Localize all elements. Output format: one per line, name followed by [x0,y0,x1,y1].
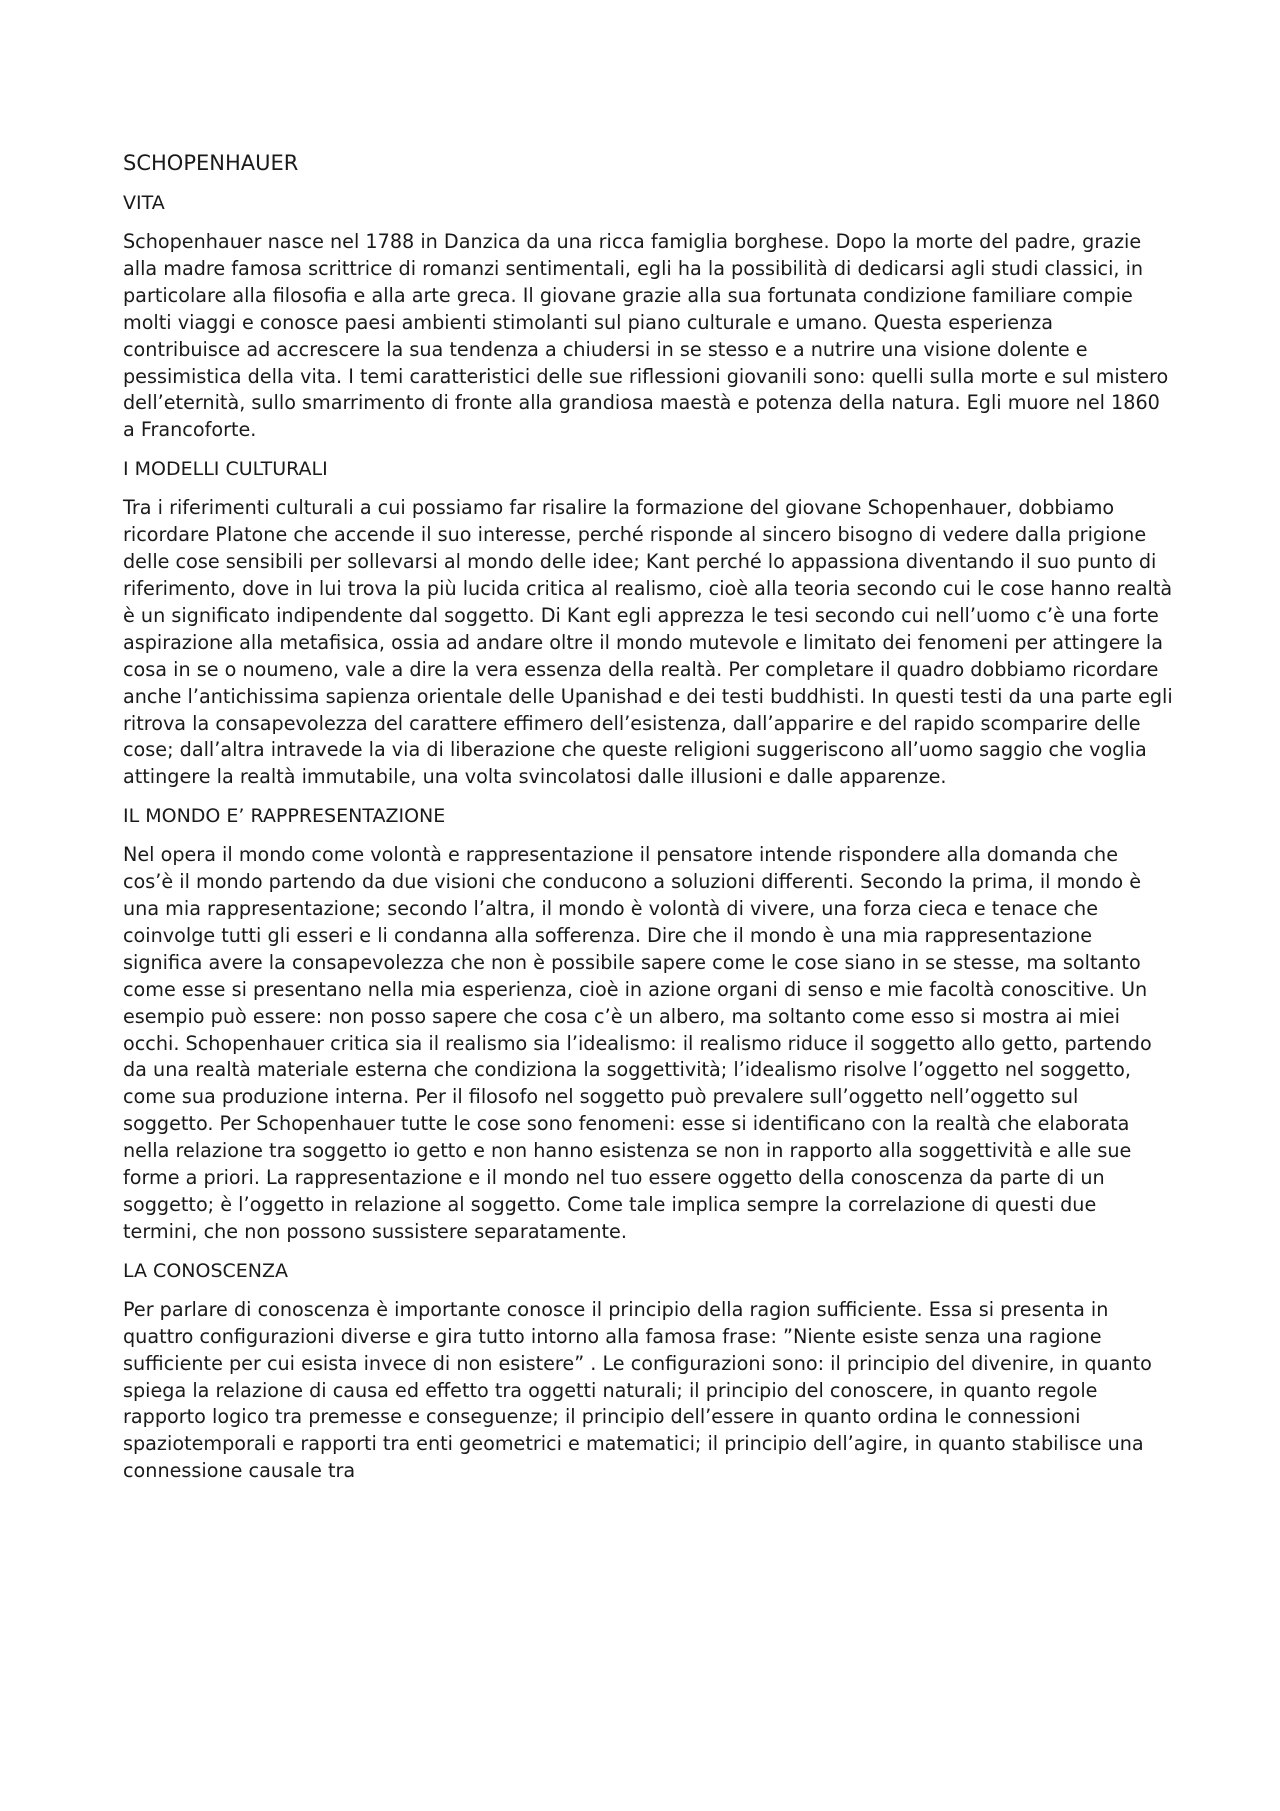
section-text-mondo-rappresentazione: Nel opera il mondo come volontà e rappresentazione il pensatore intende rispondere alla domanda che cos’è il mondo partendo da due visioni che conducono a soluzioni differenti. Secondo la prima, il mondo è una mia rappresentazione; secondo l’altra, il mondo è volontà di vivere, una forza cieca e tenace che coinvolge tutti gli esseri e li condanna alla sofferenza. Dire che il mondo è una mia rappresentazione significa avere la consapevolezza che non è possibile sapere come le cose siano in se stesse, ma soltanto come esse si presentano nella mia esperienza, cioè in azione organi di senso e mie facoltà conoscitive. Un esempio può essere: non posso sapere che cosa c’è un albero, ma soltanto come esso si mostra ai miei occhi. Schopenhauer critica sia il realismo sia l’idealismo: il realismo riduce il soggetto allo getto, partendo da una realtà materiale esterna che condiziona la soggettività; l’idealismo risolve l’oggetto nel soggetto, come sua produzione interna. Per il filosofo nel soggetto può prevalere sull’oggetto nell’oggetto sul soggetto. Per Schopenhauer tutte le cose sono fenomeni: esse si identificano con la realtà che elaborata nella relazione tra soggetto io getto e non hanno esistenza se non in rapporto alla soggettività e alle sue forme a priori. La rappresentazione e il mondo nel tuo essere oggetto della conoscenza da parte di un soggetto; è l’oggetto in relazione al soggetto. Come tale implica sempre la correlazione di questi due termini, che non possono sussistere separatamente. [123,843,1152,1243]
section-text-modelli-culturali: Tra i riferimenti culturali a cui possiamo far risalire la formazione del giovane Schopenhauer, dobbiamo ricordare Platone che accende il suo interesse, perché risponde al sincero bisogno di vedere dalla prigione delle cose sensibili per sollevarsi al mondo delle idee; Kant perché lo appassiona diventando il suo punto di riferimento, dove in lui trova la più lucida critica al realismo, cioè alla teoria secondo cui le cose hanno realtà è un significato indipendente dal soggetto. Di Kant egli apprezza le tesi secondo cui nell’uomo c’è una forte aspirazione alla metafisica, ossia ad andare oltre il mondo mutevole e limitato dei fenomeni per attingere la cosa in se o noumeno, vale a dire la vera essenza della realtà. Per completare il quadro dobbiamo ricordare anche l’antichissima sapienza orientale delle Upanishad e dei testi buddhisti. In questi testi da una parte egli ritrova la consapevolezza del carattere effimero dell’esistenza, dall’apparire e del rapido scomparire delle cose; dall’altra intravede la via di liberazione che queste religioni suggeriscono all’uomo saggio che voglia attingere la realtà immutabile, una volta svincolatosi dalle illusioni e dalle apparenze. [123,496,1173,789]
section-text-conoscenza: Per parlare di conoscenza è importante conosce il principio della ragion sufficiente. Essa si presenta in quattro configurazioni diverse e gira tutto intorno alla famosa frase: ”Niente esiste senza una ragione sufficiente per cui esista invece di non esistere” . Le configurazioni sono: il principio del divenire, in quanto spiega la relazione di causa ed effetto tra oggetti naturali; il principio del conoscere, in quanto regole rapporto logico tra premesse e conseguenze; il principio dell’essere in quanto ordina le connessioni spaziotemporali e rapporti tra enti geometrici e matematici; il principio dell’agire, in quanto stabilisce una connessione causale tra [123,1297,1152,1483]
section-heading-mondo-rappresentazione: IL MONDO E’ RAPPRESENTAZIONE [123,805,446,828]
document-title: SCHOPENHAUER [123,151,299,175]
section-heading-vita: VITA [123,192,165,214]
document-page [123,148,1173,1485]
section-heading-conoscenza: LA CONOSCENZA [123,1259,289,1282]
section-text-vita: Schopenhauer nasce nel 1788 in Danzica da una ricca famiglia borghese. Dopo la morte del padre, grazie alla madre famosa scrittrice di romanzi sentimentali, egli ha la possibilità di dedicarsi agli studi classici, in particolare alla filosofia e alla arte greca. Il giovane grazie alla sua fortunata condizione familiare compie molti viaggi e conosce paesi ambienti stimolanti sul piano culturale e umano. Questa esperienza contribuisce ad accrescere la sua tendenza a chiudersi in se stesso e a nutrire una visione dolente e pessimistica della vita. I temi caratteristici delle sue riflessioni giovanili sono: quelli sulla morte e sul mistero dell’eternità, sullo smarrimento di fronte alla grandiosa maestà e potenza della natura. Egli muore nel 1860 a Francoforte. [123,230,1169,442]
section-heading-modelli-culturali: I MODELLI CULTURALI [123,458,328,481]
